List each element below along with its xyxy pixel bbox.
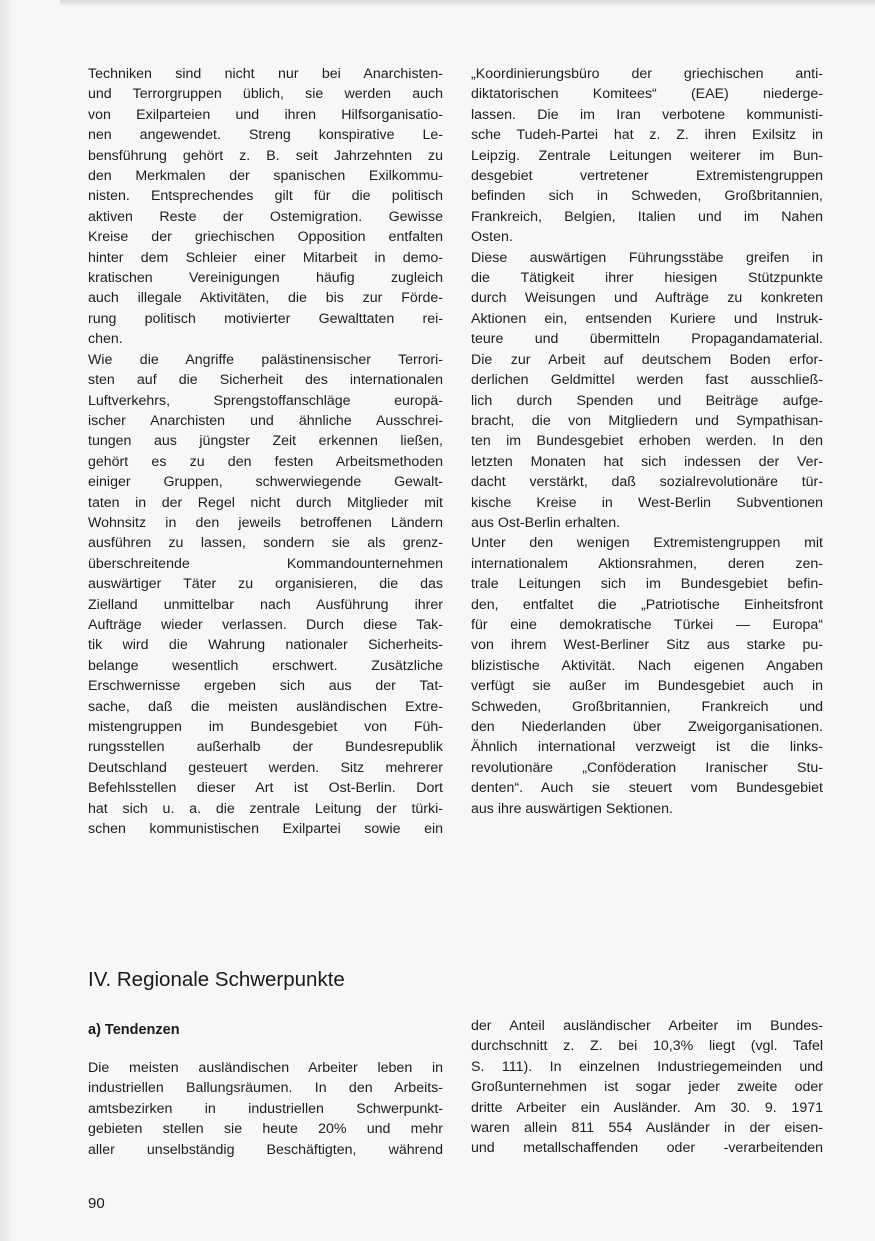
text-line: kische Kreise in West-Berlin Subventionen — [471, 494, 823, 511]
text-line: ten im Bundesgebiet erhoben werden. In den — [471, 433, 823, 450]
text-line: revolutionäre „Conföderation Iranischer Stu- — [471, 759, 823, 776]
text-line: und Terrorgruppen üblich, sie werden auch — [88, 86, 443, 103]
text-line: dritte Arbeiter ein Ausländer. Am 30. 9. 1971 — [471, 1099, 823, 1116]
text-line: Schweden, Großbritannien, Frankreich und — [471, 698, 823, 715]
text-line: Zielland unmittelbar nach Ausführung ihrer — [88, 596, 443, 613]
text-line: befinden sich in Schweden, Großbritannien, — [471, 188, 823, 205]
text-line: belange wesentlich erschwert. Zusätzliche — [88, 657, 443, 674]
paragraph — [88, 350, 443, 840]
paragraph — [88, 64, 443, 350]
text-line: Die meisten ausländischen Arbeiter leben in — [88, 1060, 443, 1076]
text-line: hat sich u. a. die zentrale Leitung der türki- — [88, 800, 443, 817]
text-line: Kreise der griechischen Opposition entfalten — [88, 229, 443, 246]
text-line: S. 111). In einzelnen Industriegemeinden und — [471, 1058, 823, 1075]
text-line: gehört es zu den festen Arbeitsmethoden — [88, 453, 443, 470]
text-line: Wohnsitz in den jeweils betroffenen Ländern — [88, 514, 443, 531]
text-line: kratischen Vereinigungen häufig zugleich — [88, 270, 443, 287]
text-line: Diese auswärtigen Führungsstäbe greifen in — [471, 249, 823, 266]
text-line: Techniken sind nicht nur bei Anarchisten- — [88, 66, 443, 82]
text-line: durch Weisungen und Aufträge zu konkreten — [471, 290, 823, 307]
text-line: auswärtiger Täter zu organisieren, die das — [88, 576, 443, 593]
text-line: desgebiet vertretener Extremistengruppen — [471, 168, 823, 185]
text-line: nisten. Entsprechendes gilt für die politisch — [88, 188, 443, 205]
paragraph — [471, 533, 823, 819]
text-line: sache, daß die meisten ausländischen Extre- — [88, 698, 443, 715]
text-line: taten in der Regel nicht durch Mitglieder mit — [88, 494, 443, 511]
text-line: von Exilparteien und ihren Hilfsorganisatio- — [88, 106, 443, 123]
text-line: Großunternehmen ist sogar jeder zweite oder — [471, 1079, 823, 1096]
text-line: ischer Anarchisten und ähnliche Ausschrei- — [88, 412, 443, 429]
text-line: auch illegale Aktivitäten, die bis zur Förde- — [88, 290, 443, 307]
text-line: durchschnitt z. Z. bei 10,3% liegt (vgl. Tafel — [471, 1038, 823, 1055]
text-line: chen. — [88, 331, 123, 348]
text-line: amtsbezirken in industriellen Schwerpunkt- — [88, 1100, 443, 1117]
text-line: Leipzig. Zentrale Leitungen weiterer im Bun- — [471, 147, 823, 164]
text-line: aller unselbständig Beschäftigten, während — [88, 1141, 443, 1158]
text-line: denten“. Auch sie steuert vom Bundesgebiet — [471, 780, 823, 797]
text-line: Frankreich, Belgien, Italien und im Nahen — [471, 208, 823, 225]
text-line: lich durch Spenden und Beiträge aufge- — [471, 392, 823, 409]
text-line: bracht, die von Mitgliedern und Sympathisan- — [471, 412, 823, 429]
text-line: die Tätigkeit ihrer hiesigen Stützpunkte — [471, 270, 823, 287]
text-line: bensführung gehört z. B. seit Jahrzehnten zu — [88, 147, 443, 164]
scan-left-edge — [0, 0, 12, 1241]
paragraph — [471, 64, 823, 248]
text-line: verfügt sie außer im Bundesgebiet auch in — [471, 678, 823, 695]
text-line: aus Ost-Berlin erhalten. — [471, 514, 621, 531]
text-line: den Merkmalen der spanischen Exilkommu- — [88, 168, 443, 185]
text-line: schen kommunistischen Exilpartei sowie ein — [88, 821, 443, 838]
text-line: diktatorischen Komitees“ (EAE) niederge- — [471, 86, 823, 103]
text-line: rung politisch motivierter Gewalttaten rei- — [88, 310, 443, 327]
scan-top-edge — [60, 0, 875, 7]
text-line: aktiven Reste der Ostemigration. Gewisse — [88, 208, 443, 225]
text-line: Erschwernisse ergeben sich aus der Tat- — [88, 678, 443, 695]
text-line: internationalem Aktionsrahmen, deren zen- — [471, 555, 823, 572]
text-line: Osten. — [471, 229, 513, 246]
text-column-bottom-left — [88, 1058, 443, 1160]
text-column-top-right — [471, 64, 823, 819]
text-line: den Niederlanden über Zweigorganisationen. — [471, 719, 823, 735]
text-line: Deutschland gesteuert werden. Sitz mehrerer — [88, 759, 443, 776]
text-line: Ähnlich international verzweigt ist die links- — [471, 739, 823, 756]
text-line: für eine demokratische Türkei — Europa“ — [471, 616, 823, 633]
text-line: Wie die Angriffe palästinensischer Terrori- — [88, 351, 443, 368]
text-line: und metallschaffenden oder -verarbeitenden — [471, 1140, 823, 1157]
text-line: hinter dem Schleier einer Mitarbeit in demo- — [88, 249, 443, 266]
text-line: „Koordinierungsbüro der griechischen anti- — [471, 66, 823, 82]
text-line: aus ihre auswärtigen Sektionen. — [471, 800, 673, 817]
text-line: überschreitende Kommandounternehmen — [88, 555, 443, 572]
page-number: 90 — [88, 1195, 105, 1212]
text-line: sten auf die Sicherheit des internationalen — [88, 372, 443, 389]
text-line: Unter den wenigen Extremistengruppen mit — [471, 535, 823, 552]
text-line: Luftverkehrs, Sprengstoffanschläge europä- — [88, 392, 443, 409]
section-heading: IV. Regionale Schwerpunkte — [88, 968, 345, 991]
text-line: gebieten stellen sie heute 20% und mehr — [88, 1121, 443, 1138]
text-column-bottom-right — [471, 1016, 823, 1159]
subsection-heading: a) Tendenzen — [88, 1022, 180, 1038]
text-line: nen angewendet. Streng konspirative Le- — [88, 127, 443, 144]
text-line: Befehlsstellen dieser Art ist Ost-Berlin. Dort — [88, 780, 443, 797]
text-line: von ihrem West-Berliner Sitz aus starke pu- — [471, 637, 823, 654]
text-line: waren allein 811 554 Ausländer in der eisen- — [471, 1120, 823, 1137]
paragraph — [88, 1058, 443, 1160]
text-line: letzten Monaten hat sich indessen der Ver- — [471, 453, 823, 470]
text-line: rungsstellen außerhalb der Bundesrepublik — [88, 739, 443, 756]
text-line: Aktionen ein, entsenden Kuriere und Instruk- — [471, 310, 823, 327]
text-line: trale Leitungen sich im Bundesgebiet befin- — [471, 576, 823, 593]
text-line: Die zur Arbeit auf deutschem Boden erfor- — [471, 351, 823, 368]
text-line: teure und übermitteln Propagandamaterial. — [471, 331, 823, 348]
text-line: dacht verstärkt, daß sozialrevolutionäre tür- — [471, 474, 823, 491]
paragraph — [471, 248, 823, 534]
text-line: Aufträge wieder verlassen. Durch diese Tak- — [88, 616, 443, 633]
text-line: tungen aus jüngster Zeit erkennen ließen, — [88, 433, 443, 450]
text-column-top-left — [88, 64, 443, 839]
text-line: der Anteil ausländischer Arbeiter im Bundes- — [471, 1018, 823, 1034]
text-line: ausführen zu lassen, sondern sie als grenz- — [88, 535, 443, 552]
text-line: mistengruppen im Bundesgebiet von Füh- — [88, 719, 443, 735]
text-line: den, entfaltet die „Patriotische Einheitsfront — [471, 596, 823, 613]
text-line: industriellen Ballungsräumen. In den Arbeits- — [88, 1080, 443, 1097]
text-line: derlichen Geldmittel werden fast ausschließ- — [471, 372, 823, 389]
paragraph — [471, 1016, 823, 1159]
text-line: sche Tudeh-Partei hat z. Z. ihren Exilsitz in — [471, 127, 823, 144]
text-line: einiger Gruppen, schwerwiegende Gewalt- — [88, 474, 443, 491]
text-line: lassen. Die im Iran verbotene kommunisti- — [471, 106, 823, 123]
text-line: tik wird die Wahrung nationaler Sicherheits- — [88, 637, 443, 654]
text-line: blizistische Aktivität. Nach eigenen Angaben — [471, 657, 823, 674]
